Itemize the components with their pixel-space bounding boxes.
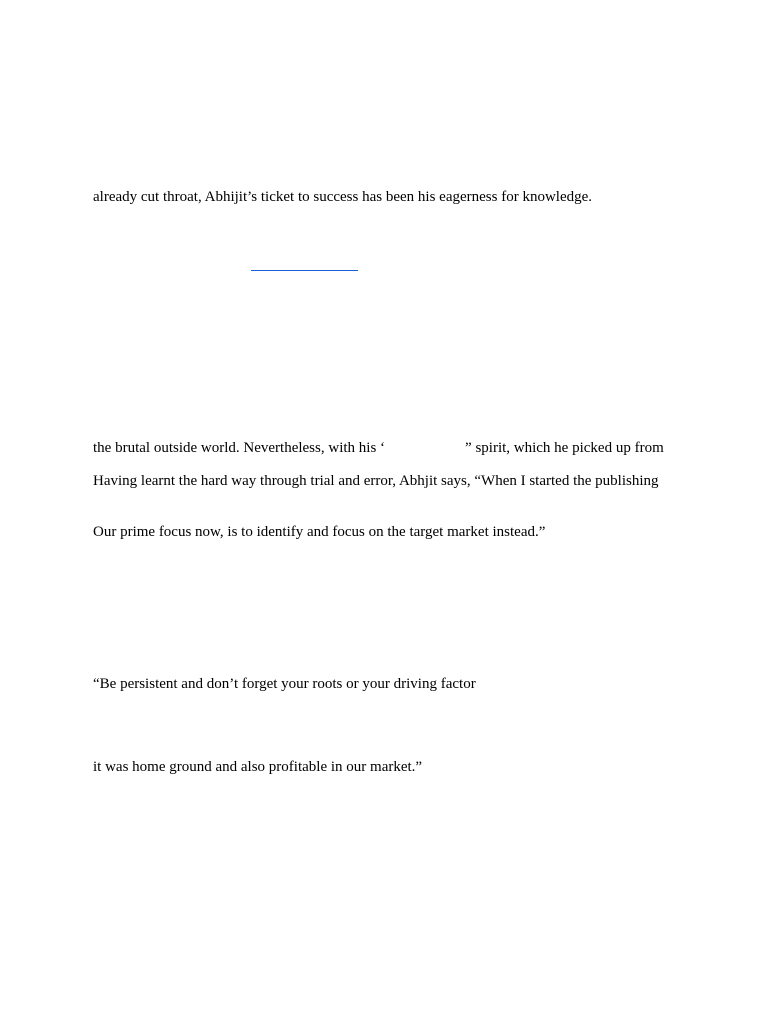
text-line-trial-error: Having learnt the hard way through trial and error, Abhjit says, “When I started the publishing — [93, 473, 659, 489]
text-line-spirit — [93, 439, 664, 457]
text-line-persistent: “Be persistent and don’t forget your roots or your driving factor — [93, 676, 476, 692]
text-line-spirit-before: the brutal outside world. Nevertheless, with his ‘ — [93, 440, 386, 456]
text-line-spirit-after: ” spirit, which he picked up from — [465, 440, 664, 456]
hyperlink-underline[interactable] — [251, 270, 358, 271]
text-line-knowledge: already cut throat, Abhijit’s ticket to success has been his eagerness for knowledge. — [93, 189, 593, 205]
text-line-prime-focus: Our prime focus now, is to identify and focus on the target market instead.” — [93, 524, 546, 540]
text-line-home-ground: it was home ground and also profitable in our market.” — [93, 759, 423, 775]
